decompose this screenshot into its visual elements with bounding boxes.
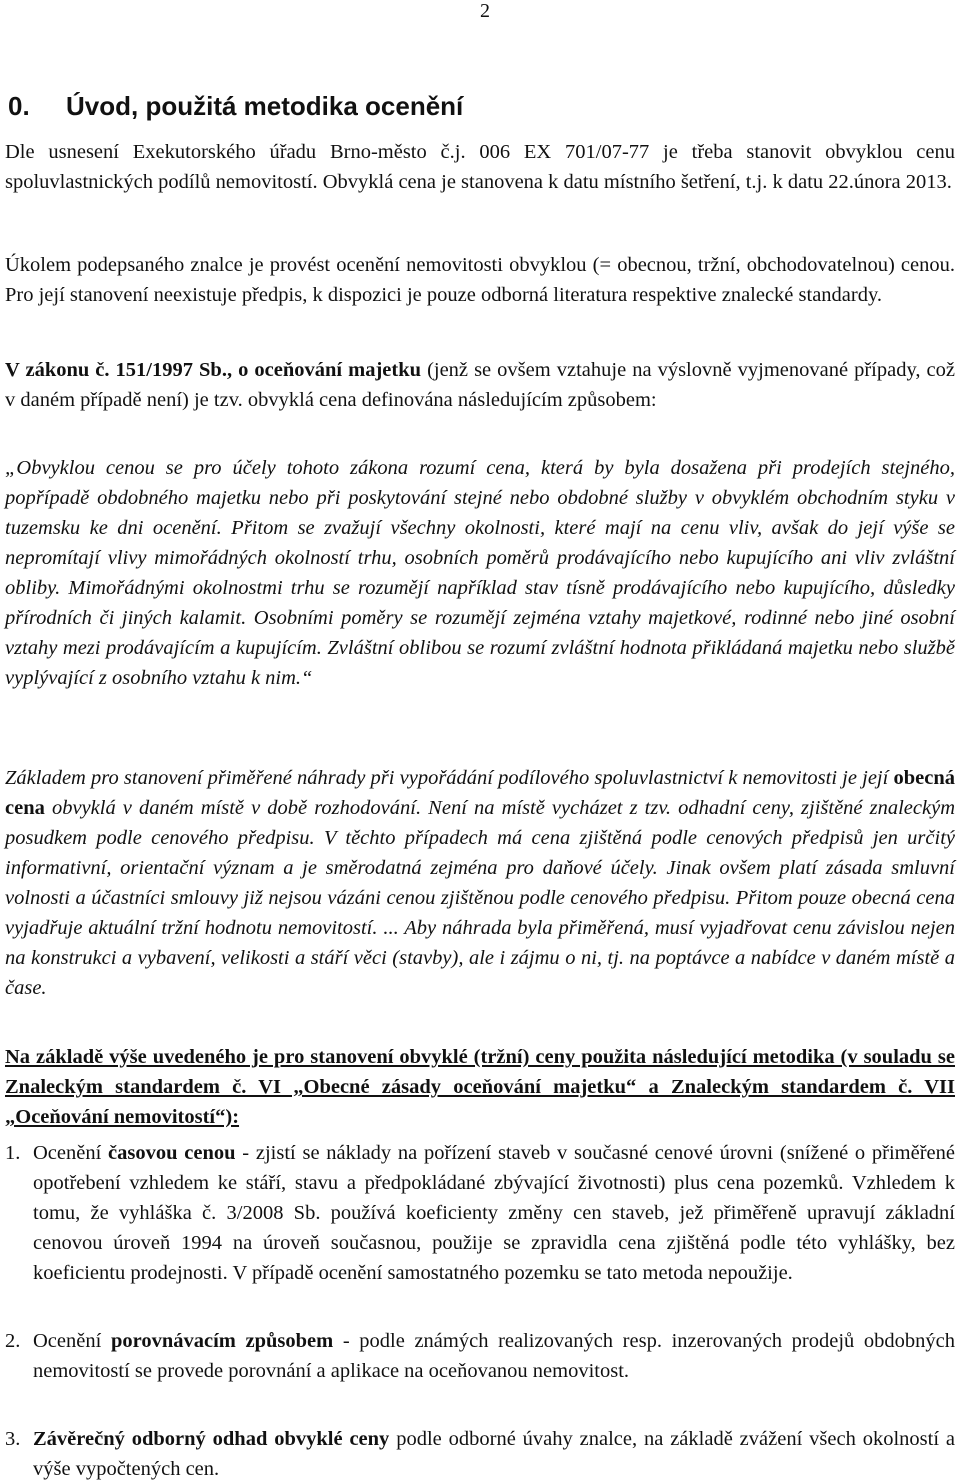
quote-court-b: obvyklá v daném místě v době rozhodování. Není na místě vycházet z tzv. odhadní ceny, zjištěné znaleckým posudkem podle cenového předpisu. V těchto případech má cena zjištěná podle cenových předpisů jen určitý informativní, orientační význam a je směrodatná zejména pro daňové účely. Jinak ovšem platí zásada smluvní volnosti a účastníci smlouvy již nejsou vázáni cenou zjištěnou podle cenového předpisu. Přitom pouze obecná cena vyjadřuje aktuální tržní hodnotu nemovitostí. ... Aby náhrada byla přiměřená, musí vyjadřovat cenu závislou nejen na konstrukci a vybavení, velikosti a stáří věci (stavby), ale i zájmu o ni, tj. na poptávce a nabídce v daném místě a čase. xyxy=(5,797,955,999)
section-title: Úvod, použitá metodika ocenění xyxy=(66,91,464,121)
page-number: 2 xyxy=(480,0,490,22)
list-item-lead: Ocenění xyxy=(33,1142,109,1164)
quote-court-a: Základem pro stanovení přiměřené náhrady při vypořádání podílového spoluvlastnictví k nemovitosti je její xyxy=(5,767,894,789)
section-heading xyxy=(8,88,463,124)
paragraph-law xyxy=(5,355,955,415)
list-item-number: 2. xyxy=(5,1330,21,1352)
method-heading: Na základě výše uvedeného je pro stanovení obvyklé (tržní) ceny použita následující metodika (v souladu se Znaleckým standardem č. VI „Obecné zásady oceňování majetku“ a Znaleckým standardem č. VII „Oceňování nemovitostí“): xyxy=(5,1046,955,1128)
quote-court-bold: obecná cena xyxy=(5,767,955,819)
list-item-number: 1. xyxy=(5,1142,21,1164)
quote-court xyxy=(5,763,955,1003)
paragraph-intro: Dle usnesení Exekutorského úřadu Brno-město č.j. 006 EX 701/07-77 je třeba stanovit obvyklou cenu spoluvlastnických podílů nemovitostí. Obvyklá cena je stanovena k datu místního šetření, t.j. k datu 22.února 2013. xyxy=(5,141,955,193)
law-reference: V zákonu č. 151/1997 Sb. xyxy=(5,359,227,381)
list-item-body: - podle známých realizovaných resp. inzerovaných prodejů obdobných nemovitostí se provede porovnání a aplikace na oceňovanou nemovitost. xyxy=(33,1330,956,1382)
list-item-body: - zjistí se náklady na pořízení staveb v současné cenové úrovni (snížené o přiměřené opotřebení vzhledem ke stáří, stavu a předpokládané zbývající životnosti) plus cena pozemků. Vzhledem k tomu, že vyhláška č. 3/2008 Sb. používá koeficienty změny cen staveb, jež přiměřeně upravují základní cenovou úroveň 1994 na úroveň současnou, použije se zpravidla cena zjištěná podle této vyhlášky, bez koeficientu prodejnosti. V případě ocenění samostatného pozemku se tato metoda nepoužije. xyxy=(33,1142,956,1284)
law-text: (jenž se ovšem vztahuje na výslovně vyjmenované případy, což v daném případě není) je tzv. obvyklá cena definována následujícím způsobem: xyxy=(5,359,955,411)
paragraph-task-a: Úkolem podepsaného znalce je provést ocenění nemovitosti obvyklou (= obecnou, tržní, obchodovatelnou) cenou. xyxy=(5,254,955,276)
list-item-lead: Ocenění xyxy=(33,1330,111,1352)
list-item-number: 3. xyxy=(5,1428,21,1450)
list-item-bold: Závěrečný odborný odhad obvyklé ceny xyxy=(33,1428,390,1450)
law-name: , o oceňování majetku xyxy=(226,359,422,381)
section-number: 0. xyxy=(8,91,30,121)
list-item-body: podle odborné úvahy znalce, na základě zvážení všech okolností a výše vypočtených cen. xyxy=(33,1428,955,1480)
list-item-bold: časovou cenou xyxy=(108,1142,236,1164)
paragraph-task-b: Pro její stanovení neexistuje předpis, k dispozici je pouze odborná literatura respektive znalecké standardy. xyxy=(5,284,883,306)
paragraph-task xyxy=(5,250,955,310)
list-item-bold: porovnávacím způsobem xyxy=(110,1330,334,1352)
list-item-text xyxy=(33,1138,955,1288)
quote-definition: „Obvyklou cenou se pro účely tohoto zákona rozumí cena, která by byla dosažena při prodejích stejného, popřípadě obdobného majetku nebo při poskytování stejné nebo obdobné služby v obvyklém obchodním styku v tuzemsku ke dni ocenění. Přitom se zvažují všechny okolnosti, které mají na cenu vliv, avšak do její výše se nepromítají vlivy mimořádných okolností trhu, osobních poměrů prodávajícího nebo kupujícího ani vliv zvláštní obliby. Mimořádnými okolnostmi trhu se rozumějí například stav tísně prodávajícího nebo kupujícího, důsledky přírodních či jiných kalamit. Osobními poměry se rozumějí zejména vztahy majetkové, rodinné nebo jiné osobní vztahy mezi prodávajícím a kupujícím. Zvláštní oblibou se rozumí zvláštní hodnota přikládaná majetku nebo službě vyplývající z osobního vztahu k nim.“ xyxy=(5,457,955,689)
list-item-text xyxy=(33,1424,955,1484)
list-item-text xyxy=(33,1326,955,1386)
